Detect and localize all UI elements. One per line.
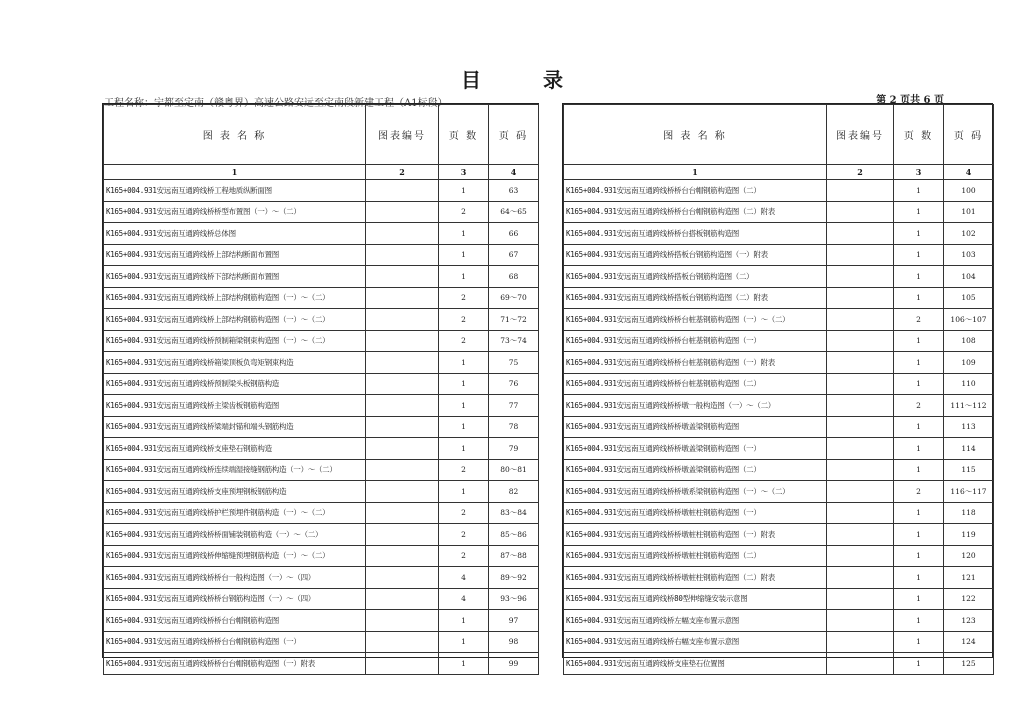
drawing-code-cell [366,524,439,546]
drawing-code-cell [827,588,894,610]
drawing-code-cell [827,201,894,223]
column-number-cell: 1 [564,165,827,180]
drawing-code-cell [366,588,439,610]
page-number-cell: 119 [944,524,994,546]
drawing-code-cell [827,395,894,417]
page-number-cell: 110 [944,373,994,395]
drawing-name-cell: K165+004.931安远南互通跨线桥左幅支座布置示意图 [564,610,827,632]
page-count-cell: 1 [894,330,944,352]
drawing-name-cell: K165+004.931安远南互通跨线桥搭板台钢筋构造图（一）附表 [564,244,827,266]
right-catalog-table [563,104,994,675]
page-number-cell: 125 [944,653,994,675]
table-row [104,459,539,481]
table-row [564,266,994,288]
drawing-name-cell: K165+004.931安远南互通跨线桥下部结构断面布置图 [104,266,366,288]
page-count-cell: 1 [894,438,944,460]
table-row [104,588,539,610]
page-number-cell: 67 [489,244,539,266]
table-row [104,631,539,653]
drawing-name-cell: K165+004.931安远南互通跨线桥桥墩一般构造图（一）～（二） [564,395,827,417]
drawing-name-cell: K165+004.931安远南互通跨线桥右幅支座布置示意图 [564,631,827,653]
page-count-cell: 1 [439,631,489,653]
drawing-name-cell: K165+004.931安远南互通跨线桥搭板台钢筋构造图（二）附表 [564,287,827,309]
drawing-name-cell: K165+004.931安远南互通跨线桥桥墩桩柱钢筋构造图（二） [564,545,827,567]
page-count-cell: 2 [439,545,489,567]
table-row [564,459,994,481]
table-row [104,653,539,675]
header-name: 图 表 名 称 [104,105,366,165]
page-count-cell: 2 [439,502,489,524]
page-info: 第 2 页共 6 页 [876,95,944,106]
table-row [104,481,539,503]
page-number-cell: 115 [944,459,994,481]
column-number-row [104,165,539,180]
page-number-cell: 83～84 [489,502,539,524]
table-row [564,223,994,245]
drawing-name-cell: K165+004.931安远南互通跨线桥桥墩桩柱钢筋构造图（二）附表 [564,567,827,589]
drawing-code-cell [366,481,439,503]
page-count-cell: 1 [439,352,489,374]
page-number-cell: 104 [944,266,994,288]
drawing-code-cell [366,653,439,675]
project-name: 工程名称：宁都至定南（赣粤界）高速公路安远至定南段新建工程（A1标段） [104,98,448,109]
page-number-cell: 120 [944,545,994,567]
page-number-cell: 99 [489,653,539,675]
table-row [564,395,994,417]
page-number-cell: 78 [489,416,539,438]
drawing-name-cell: K165+004.931安远南互通跨线桥桥墩桩柱钢筋构造图（一）附表 [564,524,827,546]
page-number-cell: 77 [489,395,539,417]
page-number-cell: 103 [944,244,994,266]
drawing-name-cell: K165+004.931安远南互通跨线桥桥型布置图（一）～（二） [104,201,366,223]
drawing-code-cell [366,330,439,352]
drawing-name-cell: K165+004.931安远南互通跨线桥梁端封锚和端头钢筋构造 [104,416,366,438]
table-row [104,266,539,288]
drawing-name-cell: K165+004.931安远南互通跨线桥桥墩盖梁钢筋构造图（一） [564,438,827,460]
header-code: 图表编号 [366,105,439,165]
drawing-name-cell: K165+004.931安远南互通跨线桥主梁齿板钢筋构造图 [104,395,366,417]
header-page-no: 页 码 [944,105,994,165]
header-page-no: 页 码 [489,105,539,165]
drawing-code-cell [366,244,439,266]
page-count-cell: 1 [439,223,489,245]
table-row [564,416,994,438]
page-number-cell: 75 [489,352,539,374]
page-number-cell: 124 [944,631,994,653]
page-count-cell: 1 [894,180,944,202]
drawing-name-cell: K165+004.931安远南互通跨线桥桥面铺装钢筋构造（一）～（二） [104,524,366,546]
drawing-code-cell [366,309,439,331]
page-count-cell: 1 [894,610,944,632]
drawing-name-cell: K165+004.931安远南互通跨线桥桥墩系梁钢筋构造图（一）～（二） [564,481,827,503]
drawing-code-cell [366,631,439,653]
page-count-cell: 1 [894,524,944,546]
drawing-code-cell [827,416,894,438]
column-number-cell: 3 [439,165,489,180]
drawing-code-cell [827,309,894,331]
drawing-code-cell [827,287,894,309]
page-count-cell: 1 [439,438,489,460]
page-number-cell: 87～88 [489,545,539,567]
page-count-cell: 2 [439,330,489,352]
header-name: 图 表 名 称 [564,105,827,165]
drawing-name-cell: K165+004.931安远南互通跨线桥支座垫石位置图 [564,653,827,675]
table-row [104,373,539,395]
table-row [104,416,539,438]
page-number-cell: 123 [944,610,994,632]
table-row [104,223,539,245]
drawing-code-cell [827,524,894,546]
table-row [104,502,539,524]
table-row [104,524,539,546]
page-number-cell: 64～65 [489,201,539,223]
drawing-code-cell [827,330,894,352]
drawing-name-cell: K165+004.931安远南互通跨线桥搭板台钢筋构造图（二） [564,266,827,288]
drawing-code-cell [366,287,439,309]
drawing-name-cell: K165+004.931安远南互通跨线桥桥台一般构造图（一）～（四） [104,567,366,589]
page-number-cell: 108 [944,330,994,352]
page-count-cell: 1 [894,588,944,610]
drawing-code-cell [827,373,894,395]
drawing-name-cell: K165+004.931安远南互通跨线桥上部结构钢筋构造图（一）～（二） [104,309,366,331]
page-count-cell: 2 [439,459,489,481]
page-count-cell: 1 [894,223,944,245]
page-count-cell: 1 [894,266,944,288]
table-row [564,373,994,395]
page-number-cell: 85～86 [489,524,539,546]
page-number-cell: 82 [489,481,539,503]
table-row [104,244,539,266]
table-row [104,287,539,309]
drawing-code-cell [366,416,439,438]
drawing-name-cell: K165+004.931安远南互通跨线桥桥台台帽钢筋构造图（二） [564,180,827,202]
page-count-cell: 1 [894,502,944,524]
page-count-cell: 1 [894,459,944,481]
drawing-code-cell [827,545,894,567]
drawing-name-cell: K165+004.931安远南互通跨线桥连续端湿接缝钢筋构造（一）～（二） [104,459,366,481]
drawing-code-cell [827,223,894,245]
drawing-name-cell: K165+004.931安远南互通跨线桥桥台桩基钢筋构造图（一）～（二） [564,309,827,331]
table-row [564,653,994,675]
drawing-code-cell [827,631,894,653]
page-count-cell: 2 [894,309,944,331]
table-row [104,309,539,331]
table-row [564,481,994,503]
table-row [564,502,994,524]
page-count-cell: 2 [894,481,944,503]
page-number-cell: 71～72 [489,309,539,331]
drawing-name-cell: K165+004.931安远南互通跨线桥桥台台帽钢筋构造图（二）附表 [564,201,827,223]
table-row [564,287,994,309]
drawing-name-cell: K165+004.931安远南互通跨线桥桥台台帽钢筋构造图 [104,610,366,632]
drawing-name-cell: K165+004.931安远南互通跨线桥桥台台帽钢筋构造图（一） [104,631,366,653]
drawing-code-cell [827,502,894,524]
table-row [104,180,539,202]
drawing-code-cell [366,201,439,223]
page-count-cell: 2 [439,524,489,546]
drawing-code-cell [827,438,894,460]
page-count-cell: 4 [439,567,489,589]
header-row [564,105,994,165]
drawing-name-cell: K165+004.931安远南互通跨线桥80型伸缩缝安装示意图 [564,588,827,610]
page-number-cell: 63 [489,180,539,202]
column-number-cell: 2 [366,165,439,180]
page-number-cell: 101 [944,201,994,223]
drawing-code-cell [366,352,439,374]
drawing-name-cell: K165+004.931安远南互通跨线桥桥台桩基钢筋构造图（一）附表 [564,352,827,374]
drawing-name-cell: K165+004.931安远南互通跨线桥箱梁顶板负弯矩钢束构造 [104,352,366,374]
drawing-name-cell: K165+004.931安远南互通跨线桥工程地质纵断面图 [104,180,366,202]
page-number-cell: 121 [944,567,994,589]
page-number-cell: 111～112 [944,395,994,417]
page-number-cell: 66 [489,223,539,245]
drawing-code-cell [827,481,894,503]
drawing-code-cell [366,459,439,481]
drawing-name-cell: K165+004.931安远南互通跨线桥桥墩桩柱钢筋构造图（一） [564,502,827,524]
column-number-row [564,165,994,180]
title-char-1: 目 [461,68,481,92]
drawing-code-cell [366,610,439,632]
drawing-code-cell [366,373,439,395]
page-count-cell: 1 [439,416,489,438]
page-count-cell: 1 [439,244,489,266]
table-row [564,201,994,223]
drawing-code-cell [827,244,894,266]
drawing-code-cell [366,266,439,288]
drawing-name-cell: K165+004.931安远南互通跨线桥桥台桩基钢筋构造图（一） [564,330,827,352]
table-row [564,352,994,374]
page-count-cell: 1 [439,373,489,395]
page-number-cell: 79 [489,438,539,460]
table-row [564,180,994,202]
left-catalog-table [103,104,539,675]
table-row [104,545,539,567]
page-number-cell: 113 [944,416,994,438]
drawing-name-cell: K165+004.931安远南互通跨线桥总体图 [104,223,366,245]
table-row [564,309,994,331]
page-count-cell: 1 [439,610,489,632]
page-count-cell: 2 [439,287,489,309]
drawing-code-cell [827,610,894,632]
page-number-cell: 100 [944,180,994,202]
right-catalog-panel [562,103,993,668]
table-row [104,610,539,632]
table-row [104,567,539,589]
title-char-2: 录 [543,68,563,92]
drawing-name-cell: K165+004.931安远南互通跨线桥上部结构断面布置图 [104,244,366,266]
drawing-code-cell [827,352,894,374]
drawing-code-cell [366,395,439,417]
column-number-cell: 4 [489,165,539,180]
table-row [564,545,994,567]
page-number-cell: 80～81 [489,459,539,481]
page-number-cell: 102 [944,223,994,245]
header-code: 图表编号 [827,105,894,165]
drawing-code-cell [827,266,894,288]
drawing-code-cell [827,653,894,675]
left-catalog-panel [102,103,539,668]
drawing-name-cell: K165+004.931安远南互通跨线桥桥台台帽钢筋构造图（一）附表 [104,653,366,675]
table-row [104,395,539,417]
page-number-cell: 122 [944,588,994,610]
page-title [0,64,1024,90]
table-row [564,610,994,632]
drawing-code-cell [366,502,439,524]
drawing-name-cell: K165+004.931安远南互通跨线桥桥台钢筋构造图（一）～（四） [104,588,366,610]
page-count-cell: 1 [894,287,944,309]
page-number-cell: 106～107 [944,309,994,331]
page-number-cell: 89～92 [489,567,539,589]
page-number-cell: 68 [489,266,539,288]
page-count-cell: 1 [439,180,489,202]
table-row [104,438,539,460]
drawing-name-cell: K165+004.931安远南互通跨线桥支座预埋钢板钢筋构造 [104,481,366,503]
drawing-code-cell [827,567,894,589]
table-row [564,330,994,352]
table-row [564,631,994,653]
table-row [564,588,994,610]
header-pages: 页 数 [894,105,944,165]
drawing-name-cell: K165+004.931安远南互通跨线桥支座垫石钢筋构造 [104,438,366,460]
drawing-name-cell: K165+004.931安远南互通跨线桥预制箱梁钢束构造图（一）～（二） [104,330,366,352]
drawing-name-cell: K165+004.931安远南互通跨线桥护栏预埋件钢筋构造（一）～（二） [104,502,366,524]
drawing-name-cell: K165+004.931安远南互通跨线桥预制梁头板钢筋构造 [104,373,366,395]
column-number-cell: 1 [104,165,366,180]
page-count-cell: 1 [439,653,489,675]
page-number-cell: 116～117 [944,481,994,503]
drawing-code-cell [827,459,894,481]
page-number-cell: 76 [489,373,539,395]
page-count-cell: 1 [439,395,489,417]
page-count-cell: 1 [894,631,944,653]
table-row [104,330,539,352]
page-number-cell: 93～96 [489,588,539,610]
page-number-cell: 97 [489,610,539,632]
header-pages: 页 数 [439,105,489,165]
page-count-cell: 1 [894,567,944,589]
page-count-cell: 1 [894,373,944,395]
drawing-code-cell [366,567,439,589]
table-row [564,567,994,589]
table-row [564,438,994,460]
page-count-cell: 1 [439,481,489,503]
page-count-cell: 2 [439,309,489,331]
table-row [104,201,539,223]
page-number-cell: 109 [944,352,994,374]
table-row [564,524,994,546]
column-number-cell: 2 [827,165,894,180]
page-number-cell: 69～70 [489,287,539,309]
page-count-cell: 2 [439,201,489,223]
drawing-code-cell [366,438,439,460]
page-number-cell: 114 [944,438,994,460]
page-count-cell: 1 [894,653,944,675]
page-number-cell: 118 [944,502,994,524]
page-count-cell: 2 [894,395,944,417]
page-count-cell: 1 [894,352,944,374]
column-number-cell: 3 [894,165,944,180]
drawing-code-cell [366,545,439,567]
page-number-cell: 73～74 [489,330,539,352]
table-row [564,244,994,266]
header-row [104,105,539,165]
page-count-cell: 1 [894,244,944,266]
drawing-name-cell: K165+004.931安远南互通跨线桥伸缩缝预埋钢筋构造（一）～（二） [104,545,366,567]
page-number-cell: 98 [489,631,539,653]
page-count-cell: 1 [894,201,944,223]
drawing-name-cell: K165+004.931安远南互通跨线桥桥墩盖梁钢筋构造图 [564,416,827,438]
drawing-name-cell: K165+004.931安远南互通跨线桥上部结构钢筋构造图（一）～（二） [104,287,366,309]
drawing-code-cell [366,180,439,202]
page-count-cell: 1 [894,416,944,438]
drawing-name-cell: K165+004.931安远南互通跨线桥桥台桩基钢筋构造图（二） [564,373,827,395]
page-count-cell: 1 [439,266,489,288]
page-count-cell: 1 [894,545,944,567]
table-row [104,352,539,374]
page-number-cell: 105 [944,287,994,309]
column-number-cell: 4 [944,165,994,180]
drawing-code-cell [366,223,439,245]
page-count-cell: 4 [439,588,489,610]
drawing-name-cell: K165+004.931安远南互通跨线桥桥台搭板钢筋构造图 [564,223,827,245]
drawing-name-cell: K165+004.931安远南互通跨线桥桥墩盖梁钢筋构造图（二） [564,459,827,481]
drawing-code-cell [827,180,894,202]
